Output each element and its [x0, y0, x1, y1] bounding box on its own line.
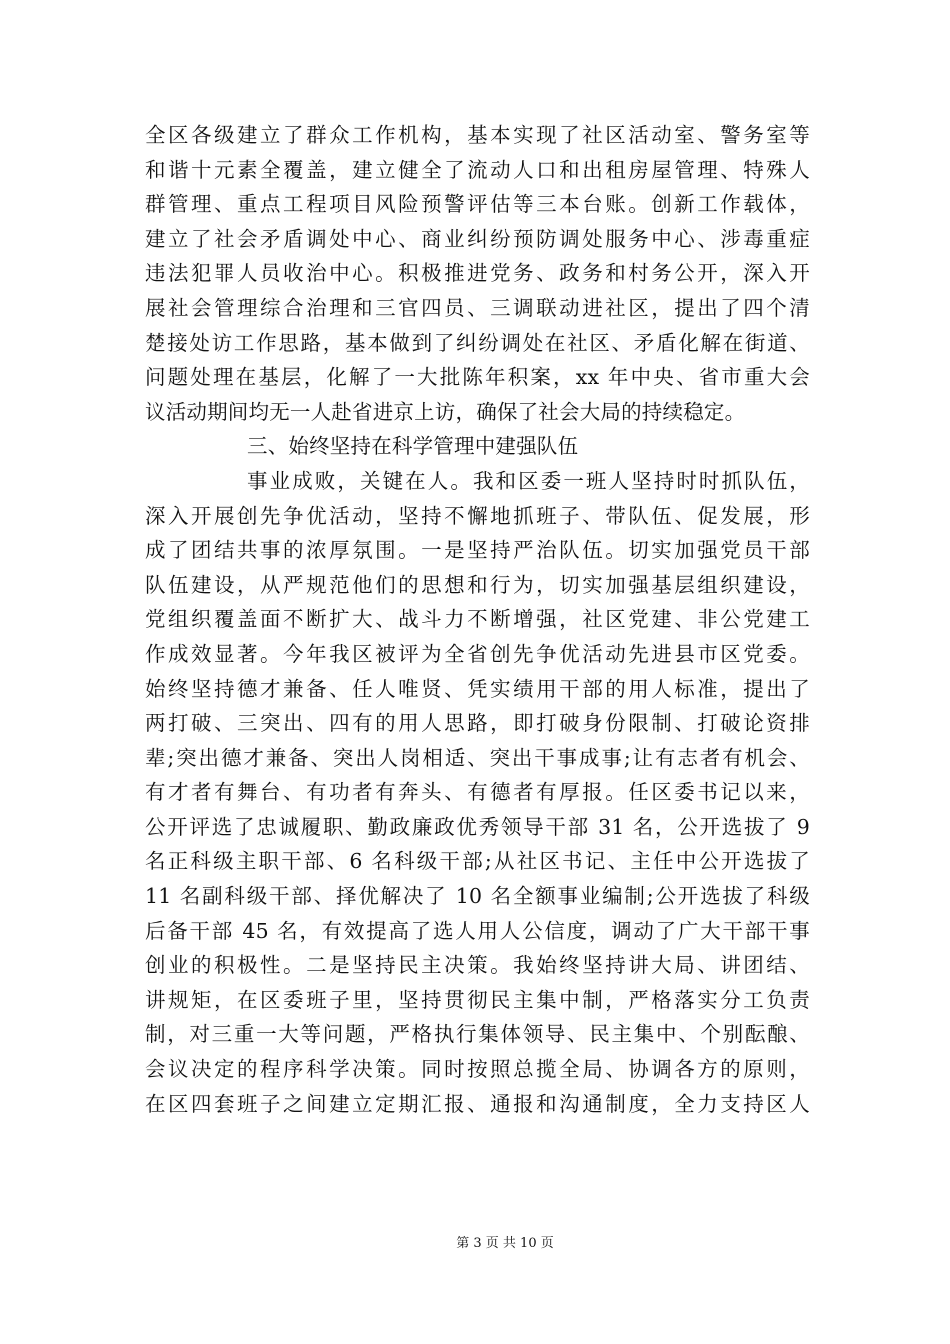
text-line: 后备干部 45 名，有效提高了选人用人公信度，调动了广大干部干事: [145, 918, 810, 943]
text-line: 公开评选了忠诚履职、勤政廉政优秀领导干部 31 名，公开选拔了 9: [145, 814, 810, 839]
text-line: 楚接处访工作思路，基本做到了纠纷调处在社区、矛盾化解在街道、: [145, 330, 810, 355]
text-line: 违法犯罪人员收治中心。积极推进党务、政务和村务公开，深入开: [145, 261, 810, 286]
text-line: 议活动期间均无一人赴省进京上访，确保了社会大局的持续稳定。: [145, 399, 746, 424]
document-body: [145, 118, 810, 1121]
text-line: 创业的积极性。二是坚持民主决策。我始终坚持讲大局、讲团结、: [145, 953, 810, 978]
text-line: 队伍建设，从严规范他们的思想和行为，切实加强基层组织建设，: [145, 572, 810, 597]
text-line: 会议决定的程序科学决策。同时按照总揽全局、协调各方的原则，: [145, 1057, 810, 1082]
text-line: 始终坚持德才兼备、任人唯贤、凭实绩用干部的用人标准，提出了: [145, 676, 810, 701]
text-line: 制，对三重一大等问题，严格执行集体领导、民主集中、个别酝酿、: [145, 1022, 810, 1047]
page-number-footer: 第 3 页 共 10 页: [456, 1236, 554, 1251]
text-line: 和谐十元素全覆盖，建立健全了流动人口和出租房屋管理、特殊人: [145, 157, 810, 182]
text-line: 讲规矩，在区委班子里，坚持贯彻民主集中制，严格落实分工负责: [145, 987, 810, 1012]
text-line: 两打破、三突出、四有的用人思路，即打破身份限制、打破论资排: [145, 711, 810, 736]
text-line: 辈;突出德才兼备、突出人岗相适、突出干事成事;让有志者有机会、: [145, 745, 810, 770]
text-line: 问题处理在基层，化解了一大批陈年积案，xx 年中央、省市重大会: [145, 365, 810, 390]
text-line: 党组织覆盖面不断扩大、战斗力不断增强，社区党建、非公党建工: [145, 607, 810, 632]
paragraph-first-line: 事业成败，关键在人。我和区委一班人坚持时时抓队伍，: [247, 468, 810, 493]
text-line: 11 名副科级干部、择优解决了 10 名全额事业编制;公开选拔了科级: [145, 884, 810, 909]
section-heading: 三、始终坚持在科学管理中建强队伍: [247, 434, 579, 459]
text-line: 作成效显著。今年我区被评为全省创先争优活动先进县市区党委。: [145, 641, 810, 666]
text-line: 有才者有舞台、有功者有奔头、有德者有厚报。任区委书记以来，: [145, 780, 810, 805]
text-line: 名正科级主职干部、6 名科级干部;从社区书记、主任中公开选拔了: [145, 849, 810, 874]
text-line: 深入开展创先争优活动，坚持不懈地抓班子、带队伍、促发展，形: [145, 503, 810, 528]
text-line: 成了团结共事的浓厚氛围。一是坚持严治队伍。切实加强党员干部: [145, 538, 810, 563]
text-line: 全区各级建立了群众工作机构，基本实现了社区活动室、警务室等: [145, 123, 810, 147]
text-line: 群管理、重点工程项目风险预警评估等三本台账。创新工作载体，: [145, 192, 810, 217]
text-line: 展社会管理综合治理和三官四员、三调联动进社区，提出了四个清: [145, 295, 810, 320]
text-line: 建立了社会矛盾调处中心、商业纠纷预防调处服务中心、涉毒重症: [145, 226, 810, 251]
text-line: 在区四套班子之间建立定期汇报、通报和沟通制度，全力支持区人: [145, 1091, 810, 1116]
